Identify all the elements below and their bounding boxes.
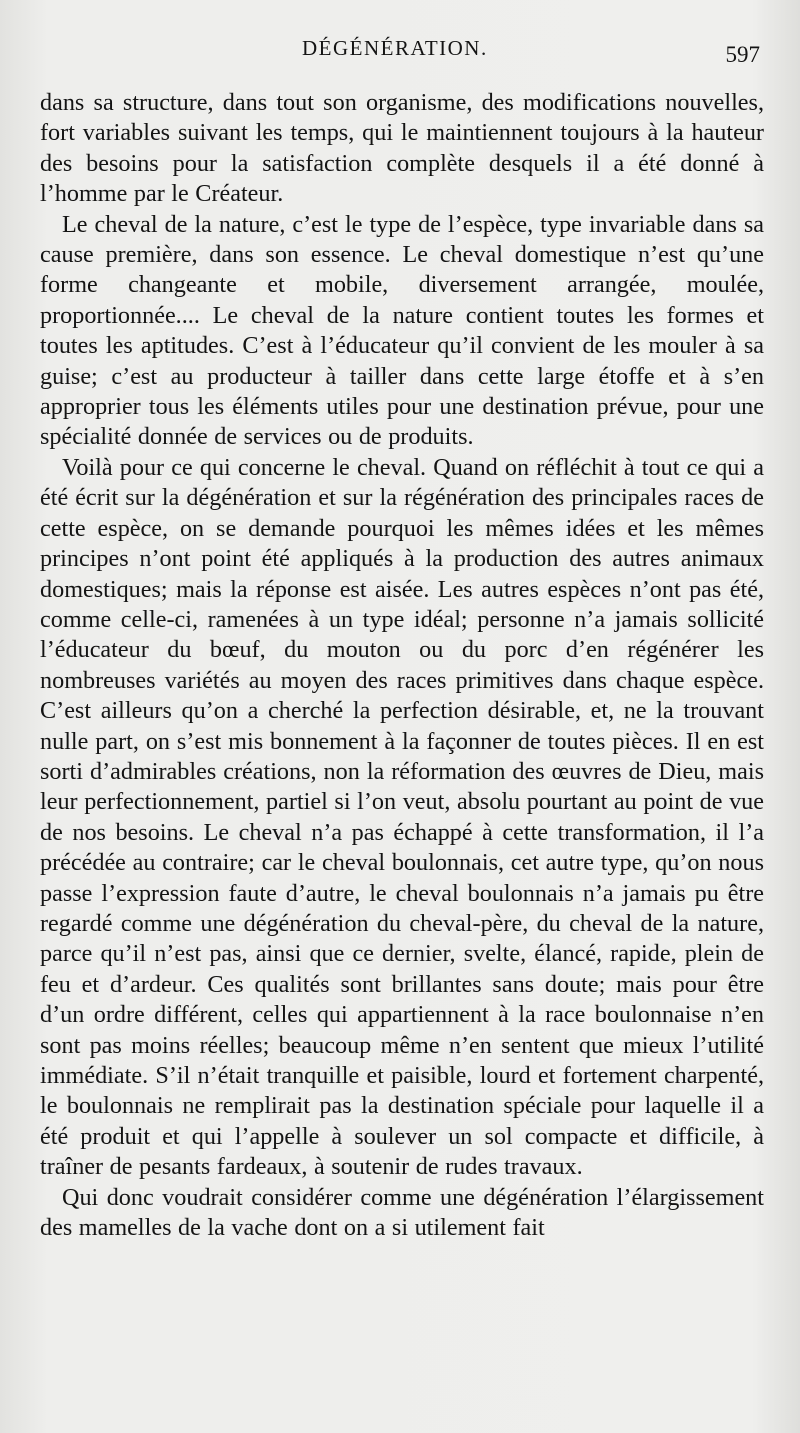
paragraph: Qui donc voudrait considérer comme une dégénération l’élargissement des mamelles de la vache dont on a si utilement fait bbox=[40, 1183, 764, 1242]
running-title: DÉGÉNÉRATION. bbox=[302, 36, 488, 60]
page-number: 597 bbox=[725, 42, 760, 67]
paragraph: Voilà pour ce qui concerne le cheval. Quand on réfléchit à tout ce qui a été écrit sur la dégénération et sur la régénération des principales races de cette espèce, on se demande pourquoi les mêmes idées et les mêmes principes n’ont point été appliqués à la production des autres animaux domestiques; mais la réponse est aisée. Les autres espèces n’ont pas été, comme celle-ci, ramenées à un type idéal; personne n’a jamais sollicité l’éducateur du bœuf, du mouton ou du porc d’en régénérer les nombreuses variétés au moyen des races primitives dans chaque espèce. C’est ailleurs qu’on a cherché la perfection désirable, et, ne la trouvant nulle part, on s’est mis bonnement à la façonner de toutes pièces. Il en est sorti d’admirables créations, non la réformation des œuvres de Dieu, mais leur perfectionnement, partiel si l’on veut, absolu pourtant au point de vue de nos besoins. Le cheval n’a pas échappé à cette transformation, il l’a précédée au contraire; car le cheval boulonnais, cet autre type, qu’on nous passe l’expression faute d’autre, le cheval boulonnais n’a jamais pu être regardé comme une dégénération du cheval-père, du cheval de la nature, parce qu’il n’est pas, ainsi que ce dernier, svelte, élancé, rapide, plein de feu et d’ardeur. Ces qualités sont brillantes sans doute; mais pour être d’un ordre différent, celles qui appartiennent à la race boulonnaise n’en sont pas moins réelles; beaucoup même n’en sentent que mieux l’utilité immédiate. S’il n’était tranquille et paisible, lourd et fortement charpenté, le boulonnais ne remplirait pas la destination spéciale pour laquelle il a été produit et qui l’appelle à soulever un sol compacte et difficile, à traîner de pesants fardeaux, à soutenir de rudes travaux. bbox=[40, 453, 764, 1181]
body-text bbox=[40, 88, 764, 1243]
running-head bbox=[40, 26, 764, 88]
paragraph: Le cheval de la nature, c’est le type de l’espèce, type invariable dans sa cause première, dans son essence. Le cheval domestique n’est qu’une forme changeante et mobile, diversement arrangée, moulée, proportionnée.... Le cheval de la nature contient toutes les formes et toutes les aptitudes. C’est à l’éducateur qu’il convient de les mouler à sa guise; c’est au producteur à tailler dans cette large étoffe et à s’en approprier tous les éléments utiles pour une destination prévue, pour une spécialité donnée de services ou de produits. bbox=[40, 210, 764, 451]
paragraph: dans sa structure, dans tout son organisme, des modifications nouvelles, fort variables suivant les temps, qui le maintiennent toujours à la hauteur des besoins pour la satisfaction complète desquels il a été donné à l’homme par le Créateur. bbox=[40, 89, 764, 208]
